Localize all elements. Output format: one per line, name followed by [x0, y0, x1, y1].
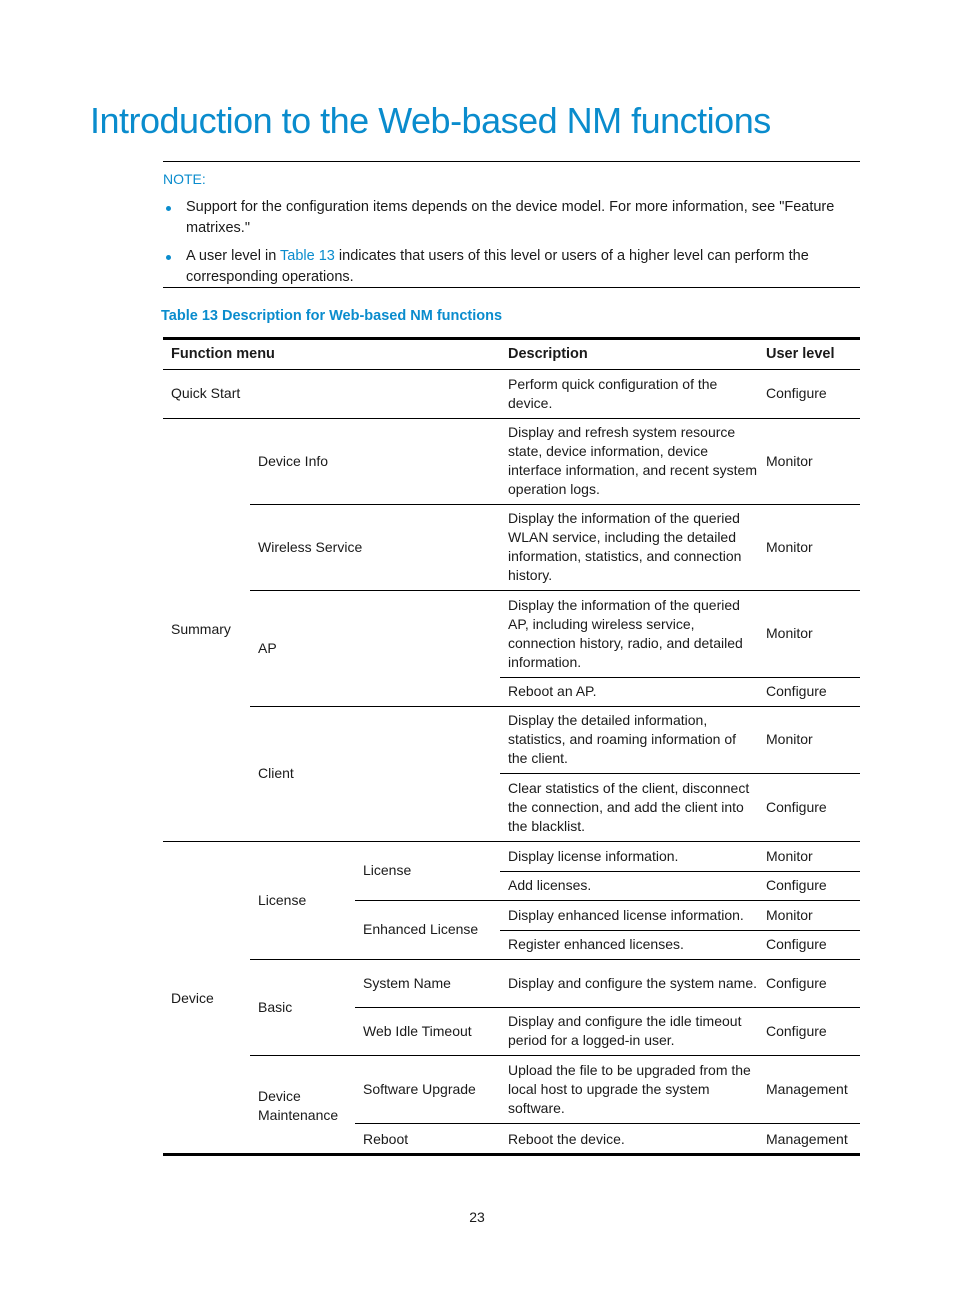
header-description: Description: [508, 346, 588, 362]
menu-basic: Basic: [258, 998, 293, 1015]
user-level-cell: Configure: [766, 1022, 827, 1039]
menu-license: License: [258, 891, 307, 908]
description-cell: Register enhanced licenses.: [508, 936, 684, 952]
user-level-cell: Management: [766, 1080, 848, 1097]
user-level-cell: Monitor: [766, 538, 813, 555]
description-cell: Display the information of the queried WLAN service, including the detailed information, statistics, and connection history.: [508, 510, 742, 583]
page-number: 23: [469, 1209, 485, 1225]
user-level-cell: Monitor: [766, 906, 813, 923]
user-level-cell: Monitor: [766, 625, 813, 641]
note-text-part: A user level in: [186, 248, 281, 264]
description-cell: Display license information.: [508, 847, 679, 864]
user-level-cell: Configure: [766, 936, 827, 952]
bullet-icon: [166, 255, 171, 260]
user-level-cell: Configure: [766, 877, 827, 893]
submenu-reboot: Reboot: [363, 1131, 409, 1147]
header-user-level: User level: [766, 346, 835, 362]
submenu-web-idle-timeout: Web Idle Timeout: [363, 1022, 472, 1039]
bullet-icon: [166, 206, 171, 211]
functions-table: [163, 337, 860, 1156]
group-summary: Summary: [171, 621, 231, 637]
note-text-part: indicates that users of this level or users of a higher level can perform the corresponding operations.: [186, 248, 809, 285]
table-link[interactable]: Table 13: [280, 248, 335, 264]
header-function-menu: Function menu: [171, 346, 275, 362]
note-box: [163, 161, 860, 288]
menu-device-info: Device Info: [258, 452, 329, 469]
description-cell: Display and configure the idle timeout period for a logged-in user.: [508, 1013, 742, 1048]
note-bullet-text: [186, 246, 860, 288]
description-cell: Display and configure the system name.: [508, 974, 758, 991]
submenu-license: License: [363, 862, 412, 878]
description-cell: Clear statistics of the client, disconnect the connection, and add the client into the blacklist.: [508, 779, 750, 834]
user-level-cell: Management: [766, 1131, 848, 1147]
description-cell: Add licenses.: [508, 877, 592, 893]
group-device: Device: [171, 990, 214, 1006]
menu-ap: AP: [258, 639, 277, 656]
user-level-cell: Configure: [766, 683, 827, 699]
user-level-cell: Monitor: [766, 731, 813, 747]
note-bullet-text: Support for the configuration items depends on the device model. For more information, see "Feature matrixes.": [186, 199, 835, 236]
menu-client: Client: [258, 765, 294, 781]
user-level-cell: Monitor: [766, 847, 813, 864]
menu-wireless-service: Wireless Service: [258, 538, 363, 555]
user-level-cell: Configure: [766, 385, 827, 401]
description-cell: Perform quick configuration of the device.: [508, 375, 718, 411]
user-level-cell: Configure: [766, 798, 827, 815]
submenu-software-upgrade: Software Upgrade: [363, 1080, 476, 1097]
description-cell: Reboot the device.: [508, 1131, 625, 1147]
description-cell: Display and refresh system resource state, device information, device interface information, and recent system operation logs.: [508, 424, 758, 497]
description-cell: Display the information of the queried AP, including wireless service, connection history, radio, and detailed information.: [508, 596, 743, 670]
note-label: NOTE:: [163, 171, 206, 187]
table-caption: Table 13 Description for Web-based NM functions: [161, 308, 503, 324]
description-cell: Reboot an AP.: [508, 683, 597, 699]
page-title: Introduction to the Web-based NM functions: [90, 100, 771, 141]
user-level-cell: Configure: [766, 974, 827, 991]
description-cell: Display the detailed information, statistics, and roaming information of the client.: [508, 712, 736, 766]
submenu-enhanced-license: Enhanced License: [363, 921, 479, 937]
group-quick-start: Quick Start: [171, 385, 241, 401]
description-cell: Display enhanced license information.: [508, 906, 744, 923]
description-cell: Upload the file to be upgraded from the local host to upgrade the system software.: [508, 1061, 751, 1116]
menu-device-maintenance: Device Maintenance: [258, 1087, 339, 1123]
submenu-system-name: System Name: [363, 974, 451, 991]
user-level-cell: Monitor: [766, 452, 813, 469]
